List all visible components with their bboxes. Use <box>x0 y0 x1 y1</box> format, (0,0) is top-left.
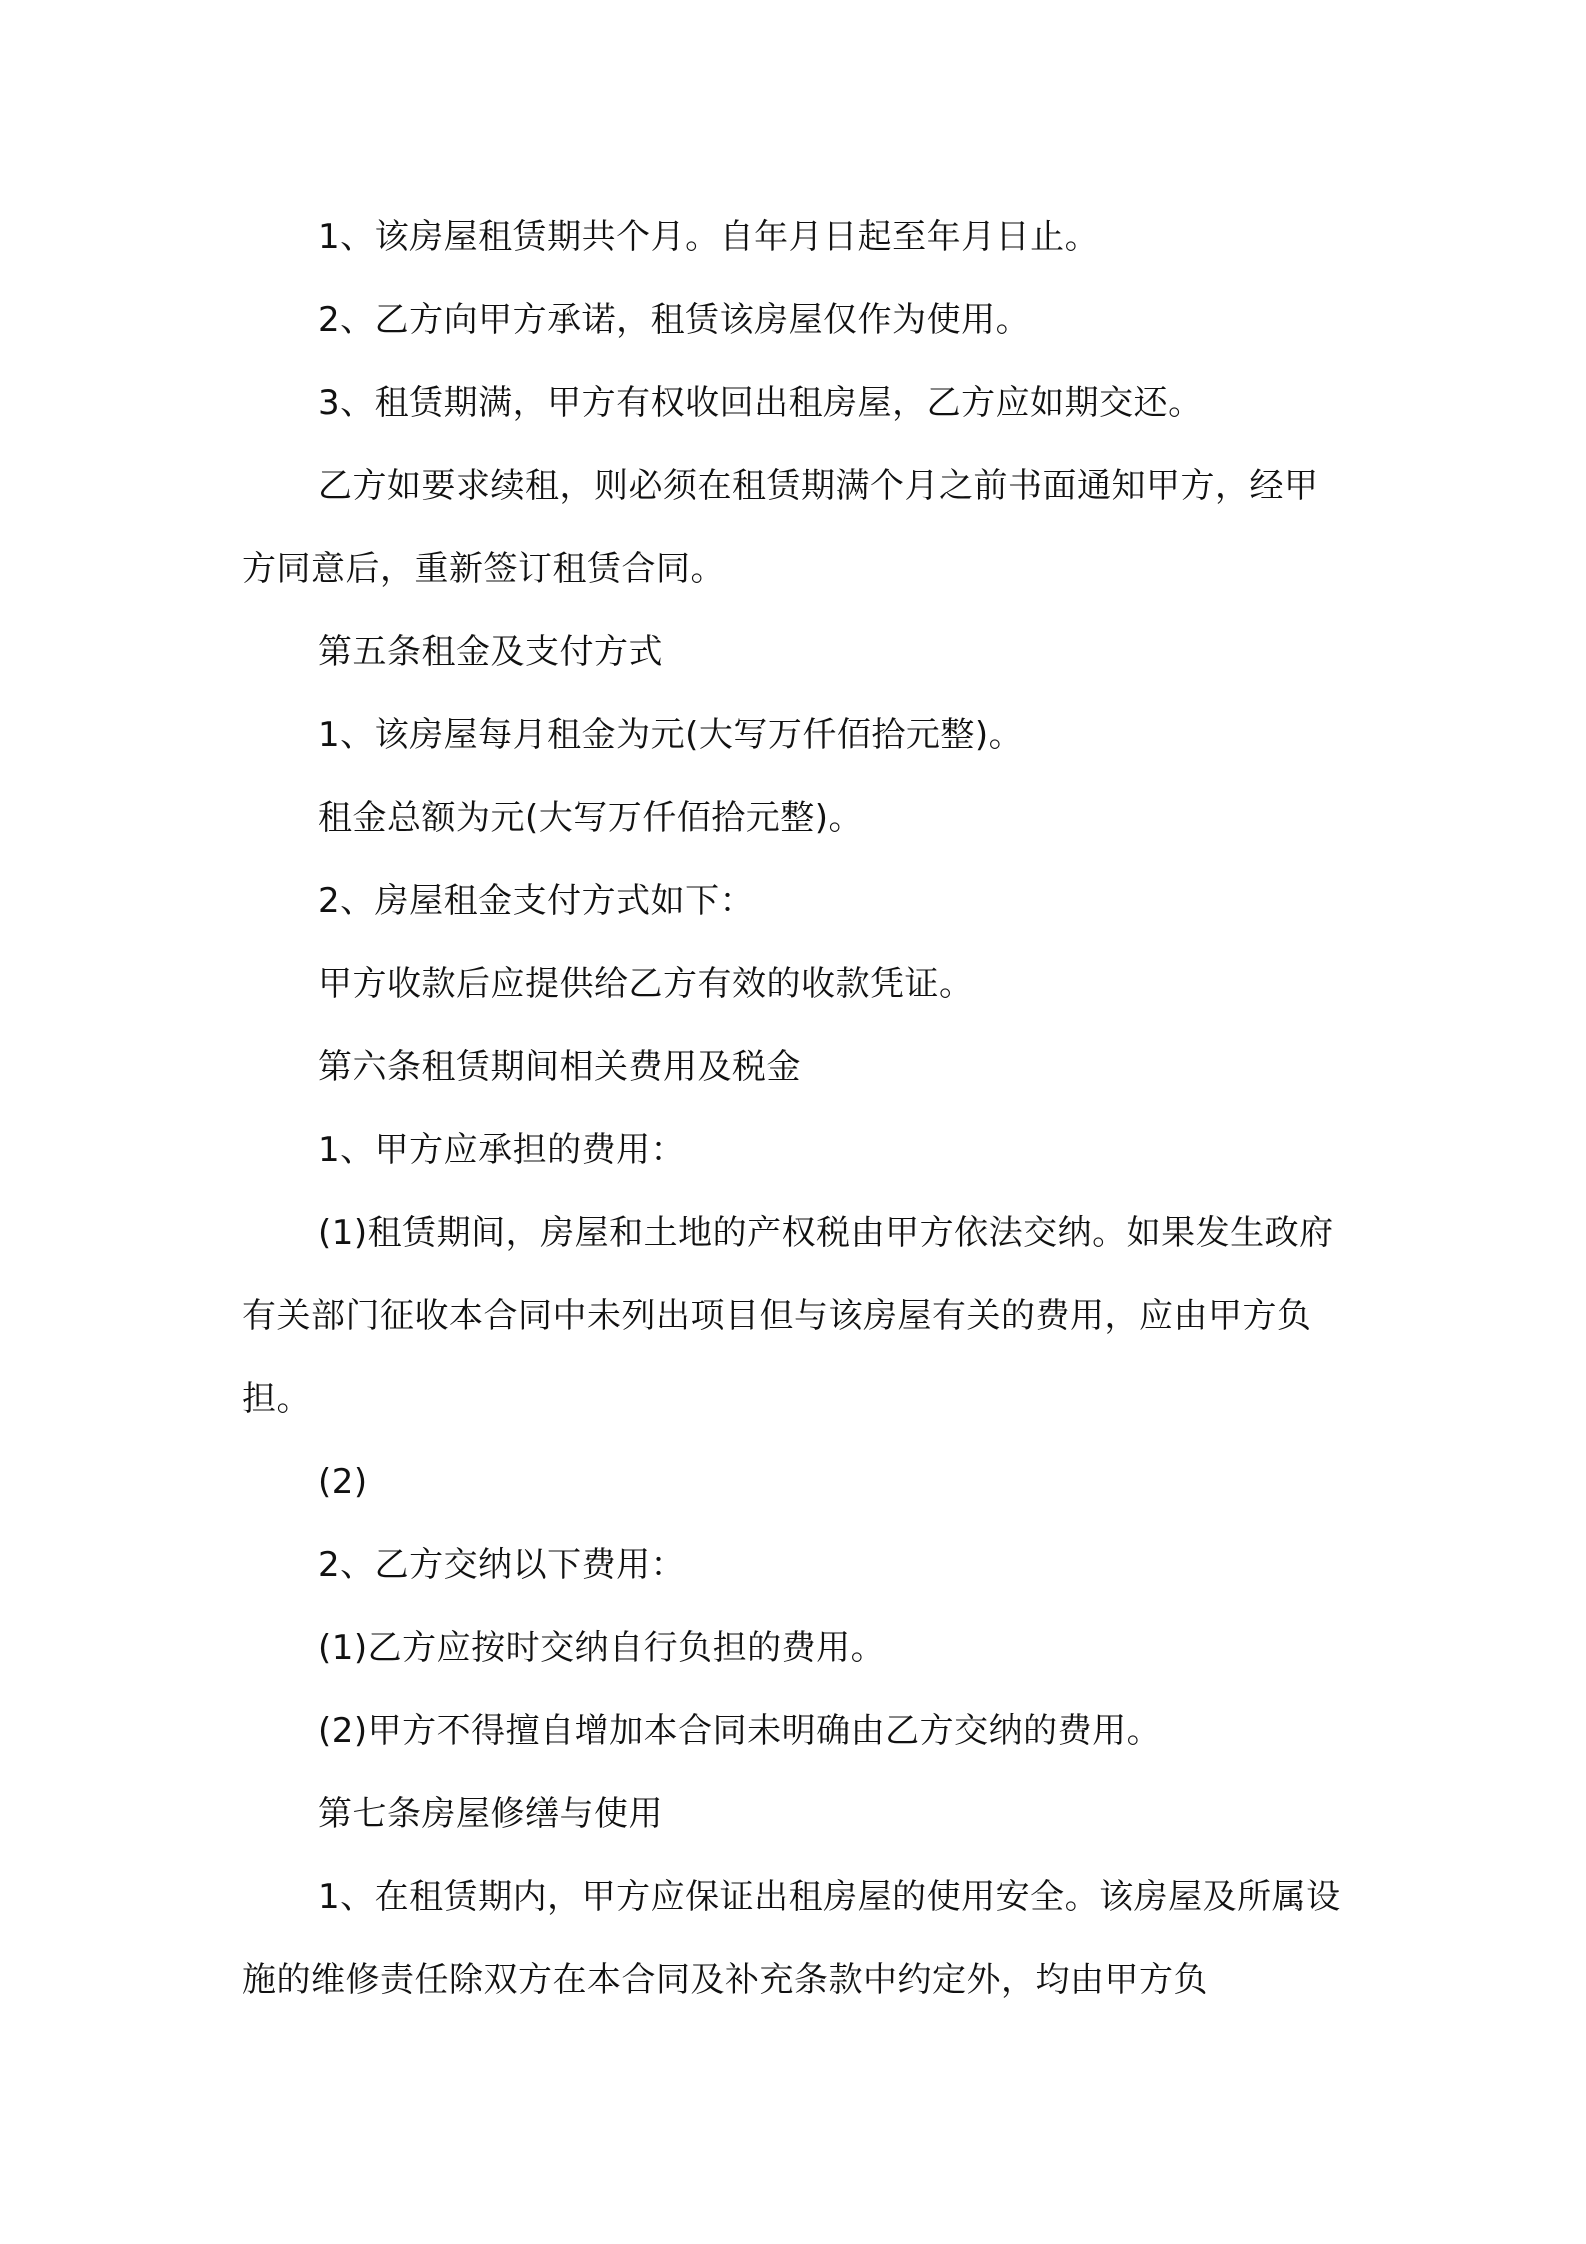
paragraph-payment-method: 2、房屋租金支付方式如下： <box>318 881 755 921</box>
heading-article-7: 第七条房屋修缮与使用 <box>318 1794 663 1834</box>
paragraph-no-added-fees: (2)甲方不得擅自增加本合同未明确由乙方交纳的费用。 <box>318 1711 1162 1751</box>
paragraph-lease-expiry: 3、租赁期满，甲方有权收回出租房屋，乙方应如期交还。 <box>318 383 1203 423</box>
paragraph-maintenance: 1、在租赁期内，甲方应保证出租房屋的使用安全。该房屋及所属设施的维修责任除双方在本合同及补充条款中约定外，均由甲方负 <box>242 1877 1341 2000</box>
paragraph-item-2-empty: (2) <box>318 1462 368 1502</box>
paragraph-renewal: 乙方如要求续租，则必须在租赁期满个月之前书面通知甲方，经甲方同意后，重新签订租赁合同。 <box>242 466 1319 589</box>
heading-article-5: 第五条租金及支付方式 <box>318 632 663 672</box>
paragraph-monthly-rent: 1、该房屋每月租金为元(大写万仟佰拾元整)。 <box>318 715 1024 755</box>
paragraph-total-rent: 租金总额为元(大写万仟佰拾元整)。 <box>318 798 864 838</box>
paragraph-property-tax: (1)租赁期间，房屋和土地的产权税由甲方依法交纳。如果发生政府有关部门征收本合同中未列出项目但与该房屋有关的费用，应由甲方负担。 <box>242 1213 1334 1419</box>
paragraph-party-b-fees: 2、乙方交纳以下费用： <box>318 1545 686 1585</box>
paragraph-lease-term: 1、该房屋租赁期共个月。自年月日起至年月日止。 <box>318 217 1100 257</box>
paragraph-receipt: 甲方收款后应提供给乙方有效的收款凭证。 <box>318 964 974 1004</box>
paragraph-usage-promise: 2、乙方向甲方承诺，租赁该房屋仅作为使用。 <box>318 300 1031 340</box>
paragraph-party-a-fees: 1、甲方应承担的费用： <box>318 1130 686 1170</box>
heading-article-6: 第六条租赁期间相关费用及税金 <box>318 1047 801 1087</box>
paragraph-party-b-pay-on-time: (1)乙方应按时交纳自行负担的费用。 <box>318 1628 886 1668</box>
document-body <box>242 196 1352 2022</box>
